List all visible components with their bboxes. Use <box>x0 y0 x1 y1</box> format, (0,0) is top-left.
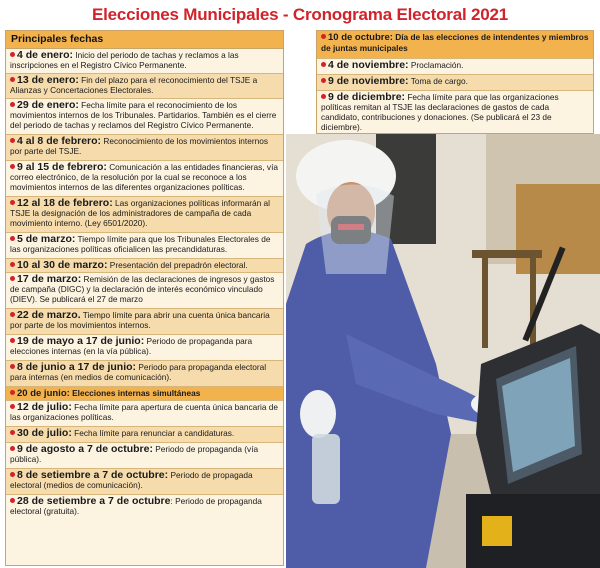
bullet-icon <box>10 430 15 435</box>
bullet-icon <box>10 102 15 107</box>
bullet-icon <box>10 200 15 205</box>
bullet-icon <box>10 262 15 267</box>
date-entry: 29 de enero: Fecha límite para el reconocimiento de los movimientos internos de los Tribunales. Partidarios. También es el cierre del periodo de tachas y reclamos del Registro Cívico Permanente. <box>6 99 283 135</box>
bullet-icon <box>10 364 15 369</box>
bullet-icon <box>10 77 15 82</box>
main-dates-header: Principales fechas <box>6 31 283 49</box>
bullet-icon <box>10 164 15 169</box>
date-entry: 4 de noviembre: Proclamación. <box>317 59 593 75</box>
bullet-icon <box>10 338 15 343</box>
date-entry: 17 de marzo: Remisión de las declaraciones de ingresos y gastos de campaña (DIGC) y la declaración de interés económico vinculado (DIEV). Se publicará el 27 de marzo <box>6 273 283 309</box>
bullet-icon <box>10 472 15 477</box>
bullet-icon <box>10 276 15 281</box>
main-dates-panel <box>5 30 284 566</box>
date-entry: 9 al 15 de febrero: Comunicación a las entidades financieras, vía correo electrónico, de la resolución por la cual se reconoce a los movimientos internos de las diferentes organizaciones políticas. <box>6 161 283 197</box>
date-entry: 12 al 18 de febrero: Las organizaciones políticas informarán al TSJE la designación de los administradores de campaña de cada movimiento interno. (Ley 6501/2020). <box>6 197 283 233</box>
date-entry: 9 de agosto a 7 de octubre: Periodo de propaganda (vía pública). <box>6 443 283 469</box>
bullet-icon <box>10 404 15 409</box>
bullet-icon <box>10 498 15 503</box>
bullet-icon <box>10 52 15 57</box>
date-entry: 13 de enero: Fin del plazo para el reconocimiento del TSJE a Alianzas y Concertaciones Electorales. <box>6 74 283 99</box>
poll-worker-photo <box>286 134 600 568</box>
bullet-icon <box>10 390 15 395</box>
date-entry: 4 de enero: Inicio del periodo de tachas y reclamos a las inscripciones en el Registro Cívico Permanente. <box>6 49 283 74</box>
date-entry: 8 de setiembre a 7 de octubre: Periodo de propagada electoral (medios de comunicación). <box>6 469 283 495</box>
date-entry: 28 de setiembre a 7 de octubre: Periodo de propaganda electoral (gratuita). <box>10 495 262 516</box>
bullet-icon <box>321 62 326 67</box>
bullet-icon <box>321 34 326 39</box>
date-entry: 22 de marzo. Tiempo límite para abrir una cuenta única bancaria por parte de los movimientos internos. <box>6 309 283 335</box>
bullet-icon <box>10 446 15 451</box>
date-entry: 9 de noviembre: Toma de cargo. <box>317 75 593 91</box>
bullet-icon <box>321 94 326 99</box>
bullet-icon <box>321 78 326 83</box>
page-title: Elecciones Municipales - Cronograma Electoral 2021 <box>91 5 509 24</box>
bullet-icon <box>10 312 15 317</box>
bullet-icon <box>10 236 15 241</box>
date-entry: 30 de julio: Fecha límite para renunciar a candidaturas. <box>6 427 283 443</box>
date-entry: 19 de mayo a 17 de junio: Periodo de propaganda para elecciones internas (en la vía pública). <box>6 335 283 361</box>
date-entry: 4 al 8 de febrero: Reconocimiento de los movimientos internos por parte del TSJE. <box>6 135 283 161</box>
date-entry: 12 de julio: Fecha límite para apertura de cuenta única bancaria de las organizaciones políticas. <box>6 401 283 427</box>
date-entry: 10 al 30 de marzo: Presentación del prepadrón electoral. <box>6 259 283 273</box>
date-entry-highlight: 20 de junio: Elecciones internas simultáneas <box>6 387 283 401</box>
date-entry: 8 de junio a 17 de junio: Periodo para propaganda electoral para internas (en medios de comunicación). <box>6 361 283 387</box>
date-entry-highlight: 10 de octubre: Día de las elecciones de intendentes y miembros de juntas municipales <box>317 31 593 59</box>
bullet-icon <box>10 138 15 143</box>
election-dates-panel <box>316 30 594 134</box>
date-entry: 9 de diciembre: Fecha límite para que las organizaciones políticas remitan al TSJE las declaraciones de gastos de cada candidato, contribuciones y donaciones. (Se publicará el 23 de diciembre). <box>321 91 559 132</box>
date-entry: 5 de marzo: Tiempo límite para que los Tribunales Electorales de las organizaciones políticas oficialicen las precandidaturas. <box>6 233 283 259</box>
